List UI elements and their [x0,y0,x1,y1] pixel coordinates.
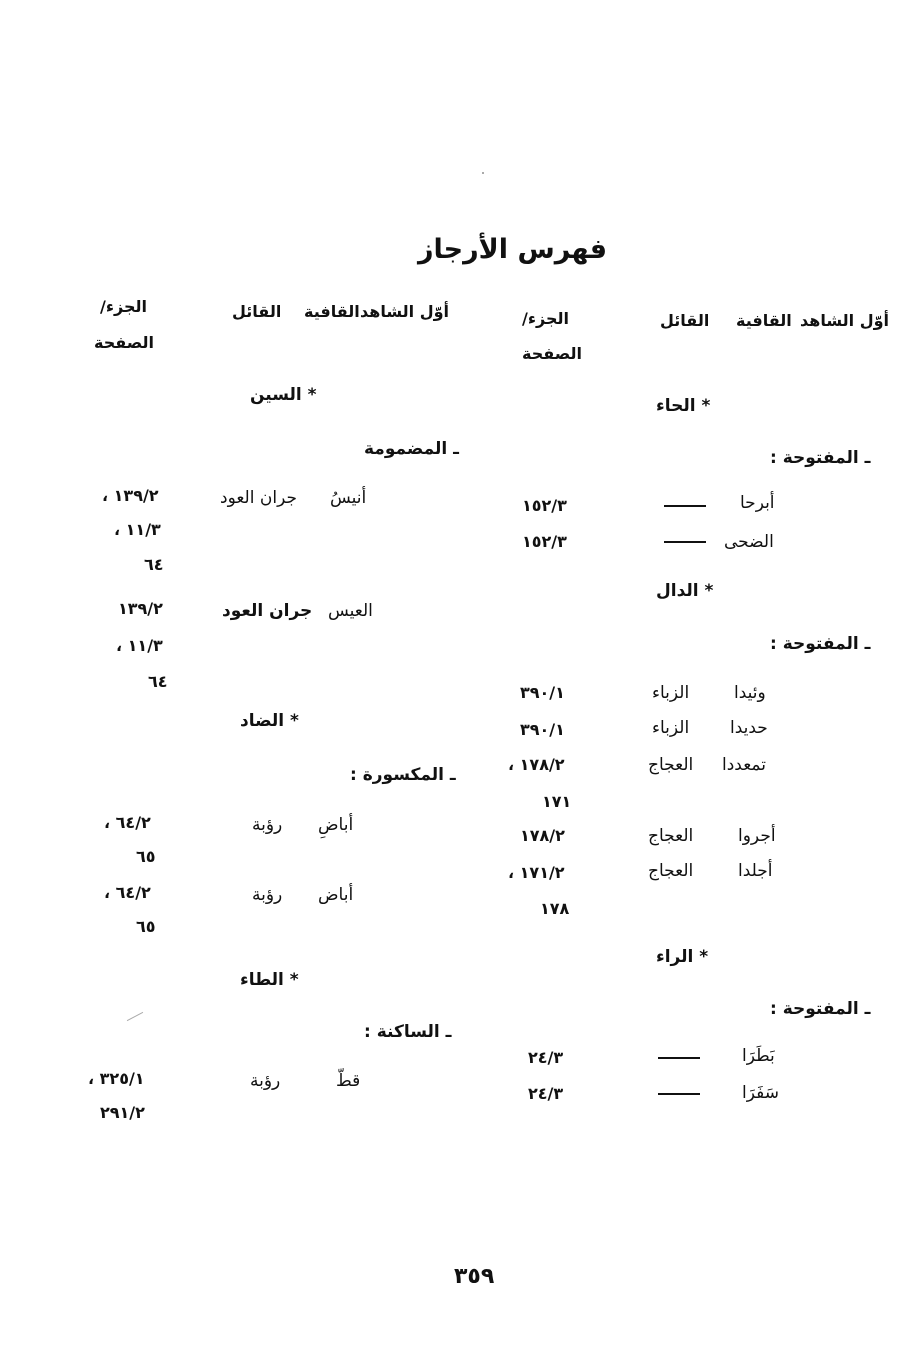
header-first-line-right: أوّل الشاهد [800,311,889,330]
section-dal: * الدال [656,581,714,601]
dal-row4-speaker: العجاج [648,826,694,846]
raa-row1-first: بَطَرَا [742,1046,775,1066]
scan-mark [127,1012,143,1021]
dal-row5-ref-a: ١٧١/٢ ، [508,863,565,882]
sin-row1-speaker: جران العود [220,488,297,508]
header-volume-right-2: الصفحة [522,344,583,363]
header-volume-left-1: الجزء/ [100,297,147,316]
haa-row1-ref: ١٥٢/٣ [522,496,567,515]
header-volume-left-2: الصفحة [94,333,155,352]
subsection-dad: ـ المكسورة : [350,765,456,785]
dad-row1-rhyme: أباضِ [318,815,354,835]
sin-row2-speaker: جران العود [222,601,313,621]
raa-row1-dash [658,1057,700,1059]
sin-row2-ref-c: ٦٤ [148,672,168,691]
dal-row3-speaker: العجاج [648,755,694,775]
subsection-dal: ـ المفتوحة : [770,634,871,654]
subsection-haa: ـ المفتوحة : [770,448,871,468]
dal-row2-speaker: الزباء [652,718,690,738]
dal-row1-ref: ٣٩٠/١ [520,683,565,702]
header-speaker-left: القائل [232,302,282,321]
sin-row1-ref-a: ١٣٩/٢ ، [102,486,159,505]
haa-row2-ref: ١٥٢/٣ [522,532,567,551]
dal-row3-ref-a: ١٧٨/٢ ، [508,755,565,774]
header-volume-right-1: الجزء/ [522,309,569,328]
header-rhyme-right: القافية [736,311,792,330]
subsection-taa: ـ الساكنة : [364,1022,452,1042]
header-speaker-right: القائل [660,311,710,330]
dad-row1-ref-a: ٦٤/٢ ، [104,813,151,832]
taa-row1-ref-a: ٣٢٥/١ ، [88,1069,145,1088]
section-sin: * السين [250,385,317,405]
dal-row4-ref: ١٧٨/٢ [520,826,565,845]
dal-row1-speaker: الزباء [652,683,690,703]
header-rhyme-left: القافية [304,302,360,321]
taa-row1-rhyme: قطّ [336,1071,361,1091]
dal-row4-first: أجروا [738,826,776,846]
dal-row3-ref-b: ١٧١ [542,792,572,811]
dad-row2-rhyme: أباض [318,885,354,905]
dal-row3-first: تمعددا [722,755,766,775]
raa-row1-ref: ٢٤/٣ [528,1048,564,1067]
taa-row1-speaker: رؤبة [250,1071,281,1091]
subsection-sin: ـ المضمومة [364,439,459,459]
raa-row2-first: سَفَرَا [742,1083,779,1103]
haa-row2-first: الضحى [724,532,774,552]
dal-row5-speaker: العجاج [648,861,694,881]
haa-row2-dash [664,541,706,543]
raa-row2-ref: ٢٤/٣ [528,1084,564,1103]
sin-row1-rhyme: أنيسُ [330,488,367,508]
section-raa: * الراء [656,947,709,967]
page-title: فهرس الأرجاز [418,234,607,265]
page-number: ٣٥٩ [454,1264,495,1289]
dad-row2-ref-b: ٦٥ [136,917,156,936]
header-first-line-left: أوّل الشاهد [360,302,449,321]
dad-row2-speaker: رؤبة [252,885,283,905]
dad-row2-ref-a: ٦٤/٢ ، [104,883,151,902]
section-dad: * الضاد [240,711,299,731]
scan-speck [482,172,484,174]
section-haa: * الحاء [656,396,711,416]
raa-row2-dash [658,1093,700,1095]
dal-row5-ref-b: ١٧٨ [540,899,570,918]
haa-row1-first: أبرحا [740,493,775,513]
dad-row1-speaker: رؤبة [252,815,283,835]
dal-row2-first: حديدا [730,718,768,738]
sin-row2-ref-a: ١٣٩/٢ [118,599,163,618]
taa-row1-ref-b: ٢٩١/٢ [100,1103,145,1122]
dad-row1-ref-b: ٦٥ [136,847,156,866]
subsection-raa: ـ المفتوحة : [770,999,871,1019]
sin-row1-ref-b: ١١/٣ ، [114,520,161,539]
sin-row1-ref-c: ٦٤ [144,555,164,574]
dal-row1-first: وئيدا [734,683,766,703]
sin-row2-ref-b: ١١/٣ ، [116,636,163,655]
dal-row5-first: أجلدا [738,861,773,881]
haa-row1-dash [664,505,706,507]
dal-row2-ref: ٣٩٠/١ [520,720,565,739]
section-taa: * الطاء [240,970,299,990]
sin-row2-rhyme: العيس [328,601,373,621]
